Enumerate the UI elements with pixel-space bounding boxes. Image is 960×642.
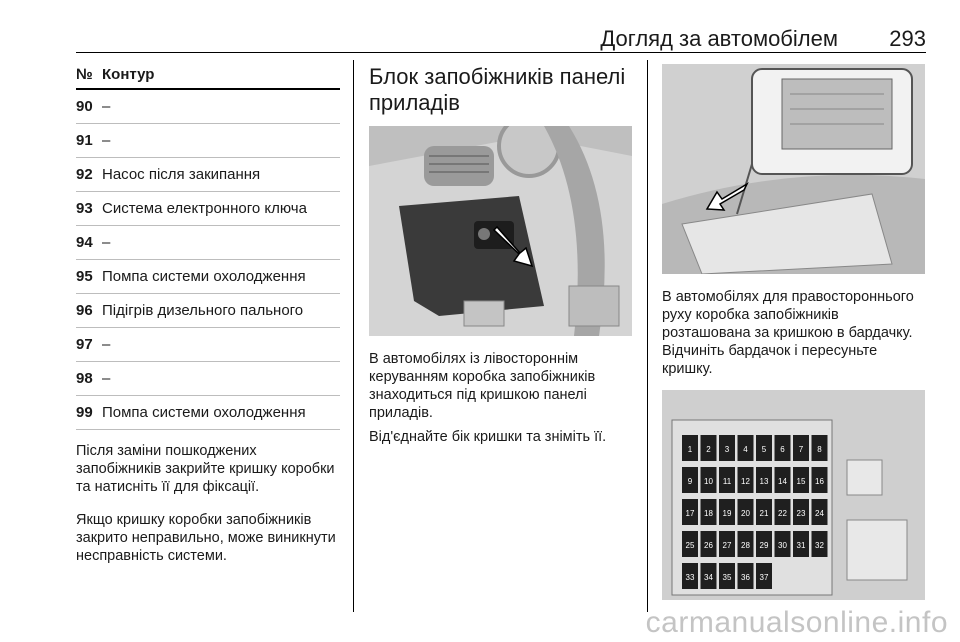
middle-column [369, 64, 634, 446]
fuse-label: 12 [741, 477, 750, 486]
fuse-label: 5 [761, 445, 767, 454]
fuse-box-diagram [662, 390, 925, 600]
fuse-label: 26 [704, 541, 713, 550]
fuse-label: 18 [704, 509, 713, 518]
fuse-label: 23 [796, 509, 806, 518]
circuit-name: Система електронного ключа [102, 200, 307, 217]
circuit-name: – [102, 370, 111, 387]
column-divider [353, 60, 354, 612]
fuse-label: 30 [778, 541, 787, 550]
fuse-label: 27 [722, 541, 732, 550]
paragraph: Якщо кришку коробки запобіжників закрито неправильно, може виникнути несправність системи. [76, 511, 336, 564]
table-row [76, 294, 340, 328]
circuit-name: – [102, 234, 111, 251]
dashboard-illustration [369, 126, 632, 336]
fuse-number: 90 [76, 98, 93, 115]
left-column [76, 62, 340, 579]
fuse-label: 3 [724, 445, 730, 454]
circuit-name: – [102, 98, 111, 115]
fuse-label: 2 [706, 445, 711, 454]
fuse-number: 94 [76, 234, 93, 251]
table-row [76, 396, 340, 430]
fuse-table [76, 90, 340, 430]
circuit-name: Насос після закипання [102, 166, 261, 183]
circuit-name: Підігрів дизельного пального [102, 302, 304, 319]
watermark: carmanualsonline.info [645, 606, 948, 639]
fuse-label: 34 [704, 573, 713, 582]
table-header [76, 62, 340, 90]
circuit-name: Помпа системи охолодження [102, 268, 306, 285]
fuse-label: 32 [815, 541, 824, 550]
fuse-label: 20 [741, 509, 750, 518]
fuse-label: 7 [798, 445, 804, 454]
page-header [76, 22, 926, 53]
fuse-label: 33 [685, 573, 695, 582]
fuse-label: 25 [685, 541, 695, 550]
fuse-label: 35 [722, 573, 732, 582]
circuit-name: Помпа системи охолодження [102, 404, 306, 421]
fuse-label: 17 [685, 509, 695, 518]
fuse-label: 9 [687, 477, 693, 486]
table-row [76, 158, 340, 192]
fuse-number: 96 [76, 302, 93, 319]
fuse-number: 91 [76, 132, 93, 149]
fuse-label: 15 [796, 477, 806, 486]
fuse-label: 14 [778, 477, 787, 486]
caption: В автомобілях для правостороннього руху коробка запобіжників розташована за кришкою в бардачку. Відчиніть бардачок і пересуньте кришку. [662, 289, 914, 377]
caption: В автомобілях із лівостороннім керуванням коробка запобіжників знаходиться під кришкою панелі приладів. [369, 351, 596, 421]
fuse-label: 8 [817, 445, 822, 454]
fuse-number: 97 [76, 336, 93, 353]
header-circuit: Контур [102, 66, 155, 83]
fuse-label: 19 [722, 509, 732, 518]
fuse-label: 11 [722, 477, 732, 486]
fuse-label: 1 [687, 445, 693, 454]
table-row [76, 124, 340, 158]
fuse-label: 13 [759, 477, 769, 486]
circuit-name: – [102, 132, 111, 149]
fuse-label: 29 [759, 541, 769, 550]
table-row [76, 362, 340, 396]
fuse-number: 92 [76, 166, 93, 183]
page-title: Догляд за автомобілем [600, 26, 838, 51]
page-number: 293 [889, 26, 926, 51]
right-column [662, 64, 926, 600]
fuse-label: 22 [778, 509, 787, 518]
fuse-number: 98 [76, 370, 93, 387]
table-row [76, 328, 340, 362]
fuse-label: 21 [759, 509, 769, 518]
column-divider [647, 60, 648, 612]
fuse-label: 24 [815, 509, 824, 518]
table-row [76, 260, 340, 294]
fuse-label: 10 [704, 477, 713, 486]
table-row [76, 192, 340, 226]
fuse-label: 37 [759, 573, 769, 582]
fuse-label: 28 [741, 541, 750, 550]
circuit-name: – [102, 336, 111, 353]
fuse-label: 6 [780, 445, 785, 454]
fuse-number: 99 [76, 404, 93, 421]
paragraph: Після заміни пошкоджених запобіжників закрийте кришку коробки та натисніть її для фіксації. [76, 443, 335, 495]
fuse-label: 16 [815, 477, 824, 486]
fuse-label: 4 [743, 445, 748, 454]
section-heading: Блок запобіжників панелі приладів [369, 64, 626, 115]
table-row [76, 226, 340, 260]
header-number: № [76, 66, 93, 83]
fuse-label: 31 [796, 541, 806, 550]
fuse-number: 93 [76, 200, 93, 217]
glovebox-illustration [662, 64, 925, 274]
table-row [76, 90, 340, 124]
fuse-number: 95 [76, 268, 93, 285]
fuse-label: 36 [741, 573, 750, 582]
caption: Від'єднайте бік кришки та зніміть її. [369, 429, 607, 445]
